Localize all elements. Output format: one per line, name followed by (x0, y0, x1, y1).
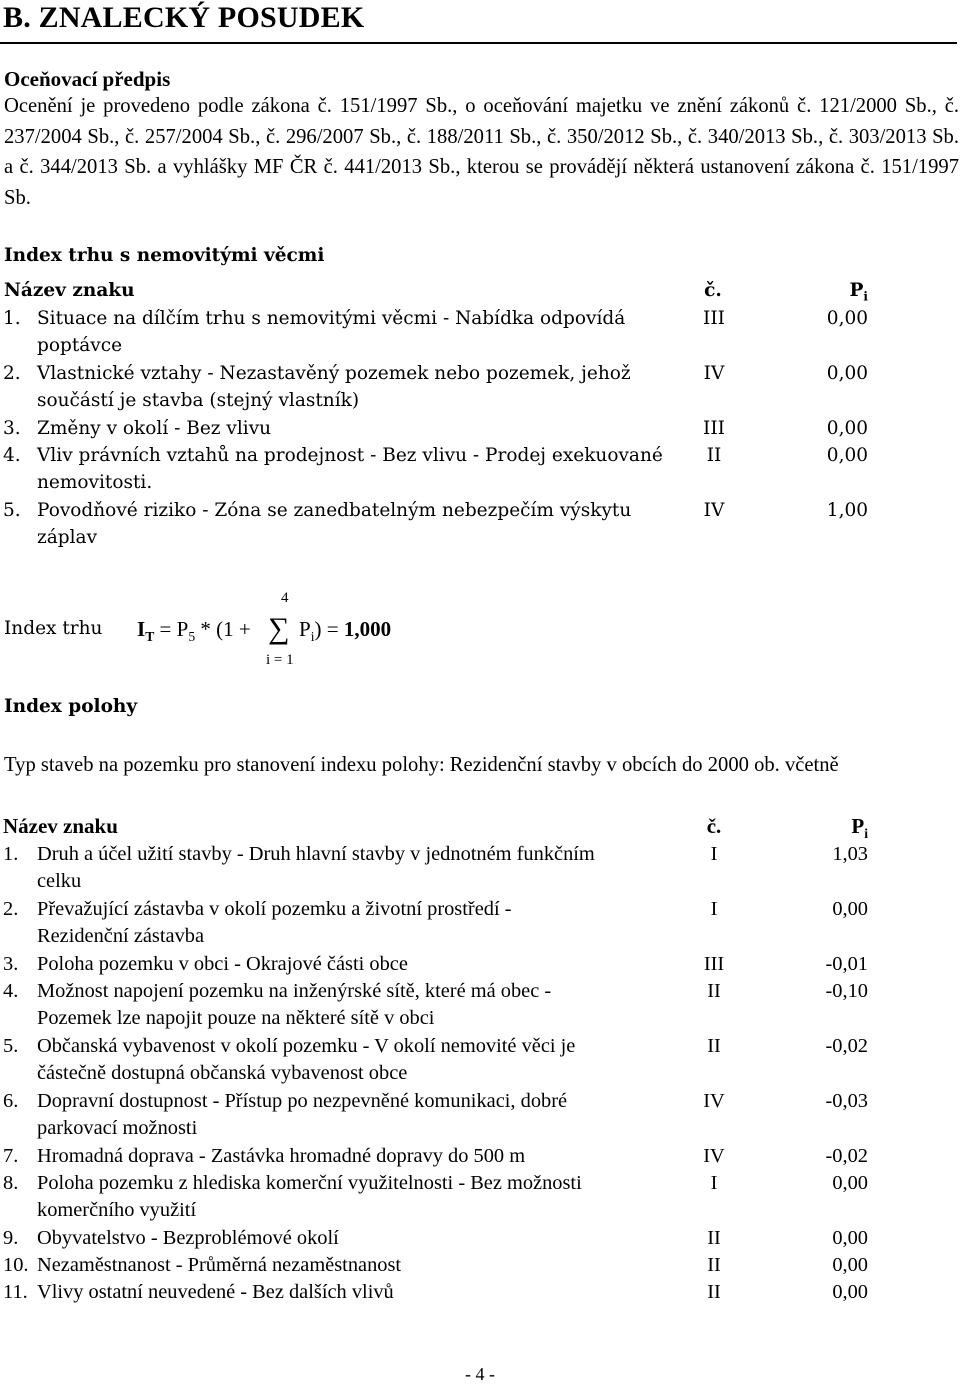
row-number: 1. (3, 843, 19, 865)
row-value: 0,00 (826, 308, 868, 329)
formula-result: 1,000 (343, 617, 392, 641)
row-label: Vlastnické vztahy - Nezastavěný pozemek nebo pozemek, jehož (37, 363, 631, 384)
row-label: Občanská vybavenost v okolí pozemku - V okolí nemovité věci je (37, 1035, 576, 1057)
row-rank: IV (703, 363, 725, 384)
col-p: $P_i$ (851, 814, 868, 842)
row-rank: II (707, 1254, 721, 1276)
row-label: Vlivy ostatní neuvedené - Bez dalších vlivů (37, 1281, 394, 1303)
row-rank: II (707, 1281, 721, 1303)
row-label-cont: parkovací možnosti (37, 1117, 198, 1139)
row-value: -0,10 (825, 980, 868, 1002)
row-value: -0,03 (825, 1090, 868, 1112)
row-number: 11. (3, 1281, 28, 1303)
page-number: - 4 - (465, 1364, 495, 1384)
row-label: Dopravní dostupnost - Přístup po nezpevněné komunikaci, dobré (37, 1090, 568, 1112)
row-value: 1,03 (832, 843, 868, 865)
row-label: Povodňové riziko - Zóna se zanedbatelným nebezpečím výskytu (37, 500, 632, 521)
col-name: Název znaku (3, 814, 118, 838)
row-number: 3. (3, 418, 21, 439)
sum-symbol: ∑ (268, 612, 290, 645)
row-number: 3. (3, 953, 19, 975)
row-label: Poloha pozemku z hlediska komerční využitelnosti - Bez možnosti (37, 1172, 582, 1194)
row-rank: II (706, 445, 722, 466)
row-number: 1. (3, 308, 21, 329)
row-label-cont: nemovitosti. (37, 472, 153, 493)
row-label: Poloha pozemku v obci - Okrajové části obce (37, 953, 408, 975)
col-no: č. (704, 280, 722, 301)
row-label-cont: komerčního využití (37, 1199, 197, 1221)
row-number: 7. (3, 1145, 19, 1167)
row-label: Možnost napojení pozemku na inženýrské sítě, které má obec - (37, 980, 552, 1002)
row-number: 4. (3, 445, 21, 466)
row-number: 4. (3, 980, 19, 1002)
row-rank: II (707, 980, 721, 1002)
heading-rule (0, 42, 957, 44)
row-label: Vliv právních vztahů na prodejnost - Bez vlivu - Prodej exekuované (37, 445, 663, 466)
row-label: Převažující zástavba v okolí pozemku a životní prostředí - (37, 898, 512, 920)
location-type-text: Typ staveb na pozemku pro stanovení indexu polohy: Rezidenční stavby v obcích do 2000 ob. včetně (4, 754, 839, 776)
row-value: 0,00 (826, 363, 868, 384)
location-index-title: Index polohy (4, 696, 138, 717)
row-rank: III (703, 953, 725, 975)
row-value: 0,00 (832, 898, 868, 920)
row-number: 5. (3, 500, 21, 521)
row-rank: I (710, 1172, 718, 1194)
row-value: 1,00 (826, 500, 868, 521)
col-p: $P_i$ (849, 280, 868, 304)
row-rank: I (710, 898, 718, 920)
row-rank: IV (703, 1145, 725, 1167)
row-rank: III (703, 418, 725, 439)
row-label: Nezaměstnanost - Průměrná nezaměstnanost (37, 1254, 402, 1276)
row-number: 6. (3, 1090, 19, 1112)
row-label-cont: částečně dostupná občanská vybavenost obce (37, 1062, 408, 1084)
row-number: 9. (3, 1227, 19, 1249)
row-label: Obyvatelstvo - Bezproblémové okolí (37, 1227, 339, 1249)
row-number: 2. (3, 898, 19, 920)
row-rank: I (710, 843, 718, 865)
col-no: č. (706, 814, 722, 838)
row-rank: II (707, 1035, 721, 1057)
row-label: Druh a účel užití stavby - Druh hlavní stavby v jednotném funkčním (37, 843, 595, 865)
row-number: 5. (3, 1035, 19, 1057)
row-label-cont: Rezidenční zástavba (37, 925, 205, 947)
row-number: 10. (3, 1254, 29, 1276)
row-value: 0,00 (832, 1172, 868, 1194)
row-number: 2. (3, 363, 21, 384)
row-label-cont: součástí je stavba (stejný vlastník) (37, 390, 360, 411)
market-index-title: Index trhu s nemovitými věcmi (4, 245, 325, 266)
row-value: 0,00 (826, 445, 868, 466)
sum-top: 4 (281, 590, 289, 606)
sum-bottom: i = 1 (266, 652, 294, 668)
row-label: Změny v okolí - Bez vlivu (37, 418, 272, 439)
row-value: -0,01 (825, 953, 868, 975)
row-value: 0,00 (832, 1254, 868, 1276)
row-value: 0,00 (832, 1227, 868, 1249)
row-label-cont: poptávce (37, 335, 123, 356)
row-rank: II (707, 1227, 721, 1249)
row-value: -0,02 (825, 1035, 868, 1057)
row-label-cont: celku (37, 870, 82, 892)
row-rank: IV (703, 500, 725, 521)
row-value: 0,00 (826, 418, 868, 439)
row-rank: III (703, 308, 725, 329)
row-value: 0,00 (832, 1281, 868, 1303)
row-label: Hromadná doprava - Zastávka hromadné dopravy do 500 m (37, 1145, 526, 1167)
row-label-cont: Pozemek lze napojit pouze na některé sítě v obci (37, 1007, 435, 1029)
row-label-cont: záplav (37, 527, 98, 548)
row-rank: IV (703, 1090, 725, 1112)
document-heading: B. ZNALECKÝ POSUDEK (3, 1, 365, 34)
formula-rhs: $P_i) = 1,000$ (299, 617, 392, 645)
formula-label: Index trhu (4, 618, 103, 639)
method-text: Ocenění je provedeno podle zákona č. 151/1997 Sb., o oceňování majetku ve znění zákonů č. 121/2000 Sb., č. 237/2004 Sb., č. 257/2004 Sb., č. 296/2007 Sb., č. 188/2011 Sb., č. 350/2012 Sb., č. 340/2013 Sb., č. 303/2013 Sb. a č. 344/2013 Sb. a vyhlášky MF ČR č. 441/2013 Sb., kterou se provádějí některá ustanovení zákona č. 151/1997 Sb. (4, 95, 959, 210)
row-value: -0,02 (825, 1145, 868, 1167)
row-label: Situace na dílčím trhu s nemovitými věcmi - Nabídka odpovídá (37, 308, 626, 329)
formula: $I_T = P_5 * (1$ + (137, 617, 251, 645)
row-number: 8. (3, 1172, 19, 1194)
method-title: Oceňovací předpis (4, 67, 171, 91)
col-name: Název znaku (4, 280, 135, 301)
